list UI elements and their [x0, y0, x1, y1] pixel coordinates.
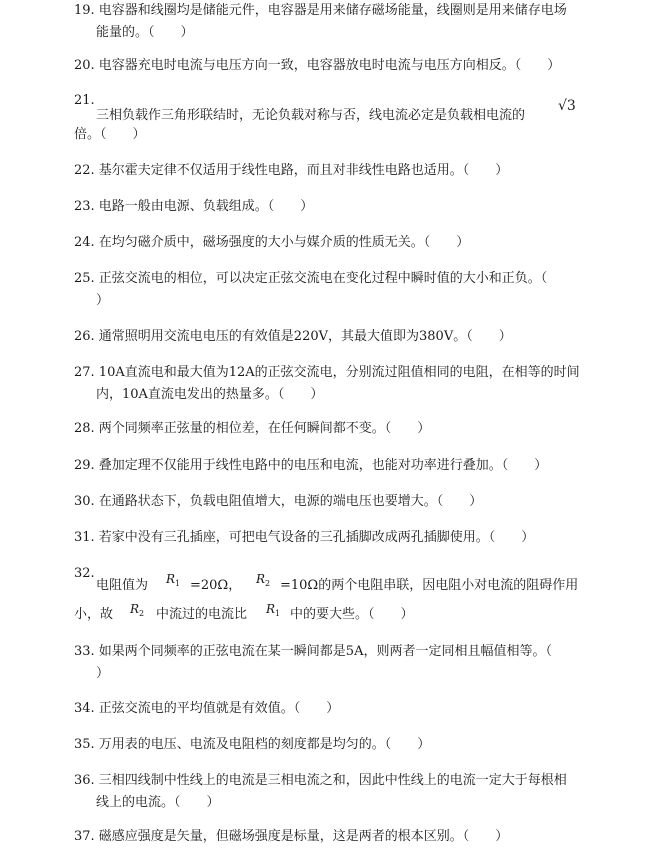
question-32 — [74, 563, 594, 633]
question-19 — [74, 0, 594, 44]
question-text: 23. 电路一般由电源、负载组成。（ ） — [74, 199, 314, 214]
question-text: 34. 正弦交流电的平均值就是有效值。（ ） — [74, 701, 340, 716]
question-22 — [74, 160, 594, 182]
question-33 — [74, 641, 594, 685]
question-text: =10Ω的两个电阻串联，因电阻小对电流的阻碍作用 — [280, 578, 579, 593]
question-36 — [74, 770, 594, 814]
question-number: 32. — [74, 566, 95, 581]
r1-symbol: $R_1$ — [266, 602, 281, 618]
question-text: 三相负载作三角形联结时，无论负载对称与否，线电流必定是负载相电流的 — [96, 108, 526, 123]
question-21 — [74, 90, 594, 150]
question-29 — [74, 455, 594, 477]
question-text: 20. 电容器充电时电流与电压方向一致，电容器放电时电流与电压方向相反。（ ） — [74, 58, 561, 73]
sqrt3-symbol: √3 — [558, 98, 576, 114]
question-text-cont: ） — [96, 293, 110, 308]
question-text-cont: 线上的电流。（ ） — [96, 795, 220, 810]
question-text: 29. 叠加定理不仅能用于线性电路中的电压和电流，也能对功率进行叠加。（ ） — [74, 458, 548, 473]
question-30 — [74, 491, 594, 513]
question-text: 27. 10A直流电和最大值为12A的正弦交流电，分别流过阻值相同的电阻，在相等的时间 — [74, 365, 580, 380]
question-text: 24. 在均匀磁介质中，磁场强度的大小与媒介质的性质无关。（ ） — [74, 235, 470, 250]
question-text: 电阻值为 — [96, 578, 149, 593]
question-text: 31. 若家中没有三孔插座，可把电气设备的三孔插脚改成两孔插脚使用。（ ） — [74, 530, 535, 545]
question-28 — [74, 418, 594, 440]
question-text: 小，故 — [74, 607, 114, 622]
r1-symbol: $R_1$ — [166, 572, 181, 588]
question-text: 30. 在通路状态下，负载电阻值增大，电源的端电压也要增大。（ ） — [74, 494, 483, 509]
question-35 — [74, 734, 594, 756]
question-text: 中流过的电流比 — [156, 607, 248, 622]
question-text: 25. 正弦交流电的相位，可以决定正弦交流电在变化过程中瞬时值的大小和正负。（ — [74, 271, 548, 286]
question-text: 26. 通常照明用交流电电压的有效值是220V，其最大值即为380V。（ ） — [74, 329, 512, 344]
question-20 — [74, 55, 594, 77]
r2-symbol: $R_2$ — [256, 572, 271, 588]
question-text: 中的要大些。（ ） — [290, 607, 414, 622]
question-text: 22. 基尔霍夫定律不仅适用于线性电路，而且对非线性电路也适用。（ ） — [74, 163, 509, 178]
question-text: 36. 三相四线制中性线上的电流是三相电流之和，因此中性线上的电流一定大于每根相 — [74, 773, 567, 788]
question-31 — [74, 527, 594, 549]
question-text: =20Ω， — [190, 578, 242, 593]
question-text: 35. 万用表的电压、电流及电阻档的刻度都是均匀的。（ ） — [74, 737, 431, 752]
question-text-cont: 内，10A直流电发出的热量多。（ ） — [96, 387, 324, 402]
question-34 — [74, 698, 594, 720]
question-text-cont: ） — [96, 666, 110, 681]
question-25 — [74, 268, 594, 312]
question-text: 19. 电容器和线圈均是储能元件，电容器是用来储存磁场能量，线圈则是用来储存电场 — [74, 3, 567, 18]
question-text: 37. 磁感应强度是矢量，但磁场强度是标量，这是两者的根本区别。（ ） — [74, 829, 509, 844]
question-text-cont: 倍。（ ） — [74, 127, 146, 142]
question-23 — [74, 196, 594, 218]
question-text: 33. 如果两个同频率的正弦电流在某一瞬间都是5A，则两者一定同相且幅值相等。（ — [74, 644, 552, 659]
question-27 — [74, 362, 594, 406]
question-text-cont: 能量的。（ ） — [96, 25, 194, 40]
question-number: 21. — [74, 93, 95, 108]
question-26 — [74, 326, 594, 348]
question-24 — [74, 232, 594, 254]
question-text: 28. 两个同频率正弦量的相位差，在任何瞬间都不变。（ ） — [74, 421, 431, 436]
question-37 — [74, 826, 594, 848]
r2-symbol: $R_2$ — [130, 602, 145, 618]
